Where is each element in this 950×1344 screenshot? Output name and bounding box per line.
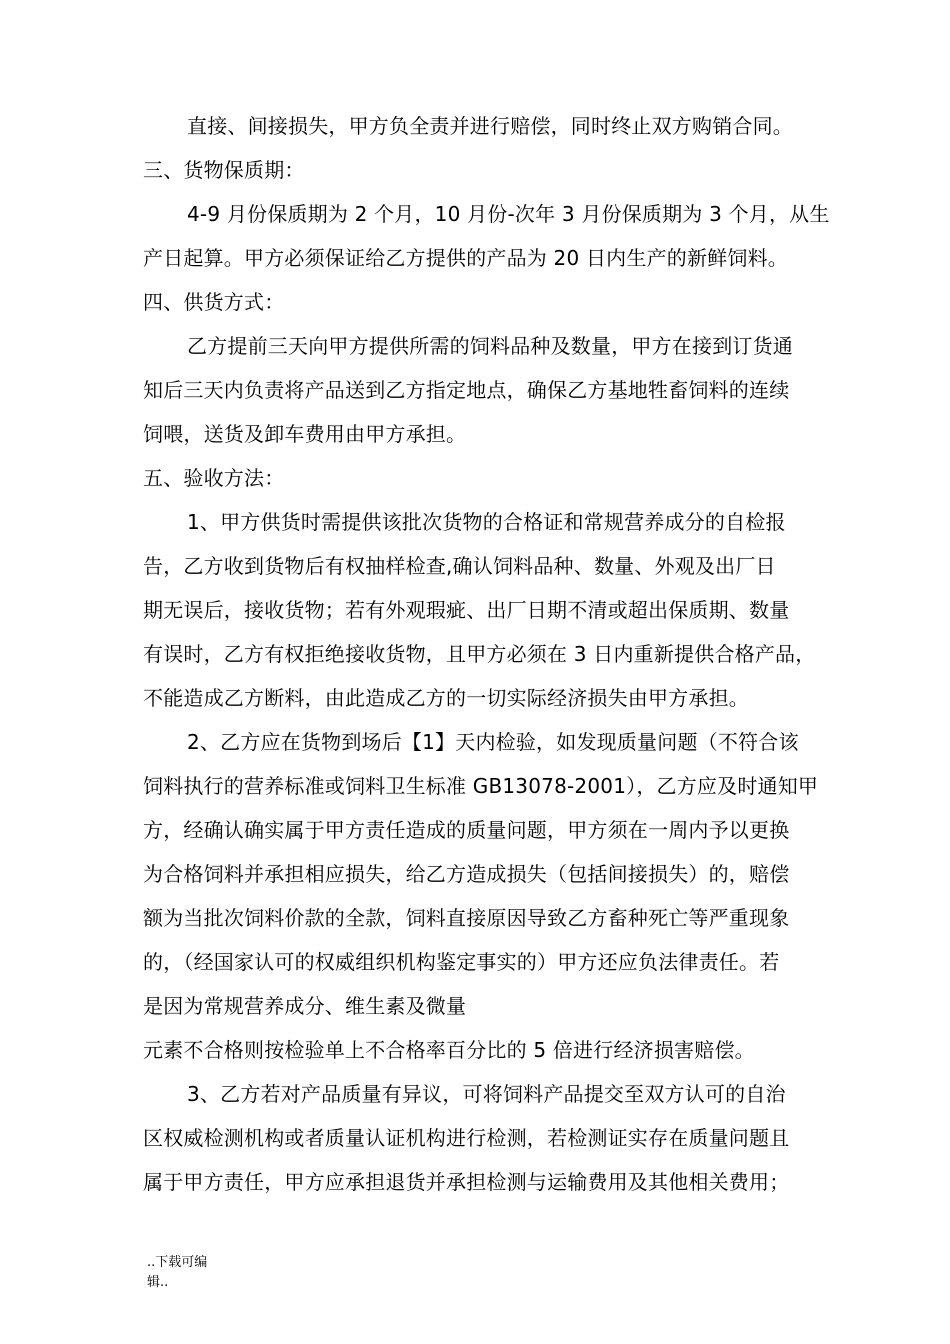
footer-note-line1: ..下载可编: [147, 1255, 208, 1270]
paragraph-line: 1、甲方供货时需提供该批次货物的合格证和常规营养成分的自检报: [187, 510, 786, 534]
paragraph-line: 的，（经国家认可的权威组织机构鉴定事实的）甲方还应负法律责任。若: [143, 950, 780, 974]
paragraph-line: 元素不合格则按检验单上不合格率百分比的 5 倍进行经济损害赔偿。: [143, 1038, 755, 1062]
section-heading-shelf-life: 三、货物保质期：: [143, 158, 305, 182]
paragraph-line: 为合格饲料并承担相应损失，给乙方造成损失（包括间接损失）的，赔偿: [143, 862, 790, 886]
paragraph-line: 4-9 月份保质期为 2 个月，10 月份-次年 3 月份保质期为 3 个月，从生: [187, 202, 830, 226]
paragraph-line: 乙方提前三天向甲方提供所需的饲料品种及数量，甲方在接到订货通: [187, 334, 793, 358]
paragraph-line: 区权威检测机构或者质量认证机构进行检测，若检测证实存在质量问题且: [143, 1126, 790, 1150]
paragraph-line: 额为当批次饲料价款的全款，饲料直接原因导致乙方畜种死亡等严重现象: [143, 906, 790, 930]
paragraph-line: 知后三天内负责将产品送到乙方指定地点，确保乙方基地牲畜饲料的连续: [143, 378, 790, 402]
paragraph-line: 3、乙方若对产品质量有异议，可将饲料产品提交至双方认可的自治: [187, 1082, 786, 1106]
paragraph-line: 期无误后，接收货物；若有外观瑕疵、出厂日期不清或超出保质期、数量: [143, 598, 790, 622]
paragraph-line: 2、乙方应在货物到场后【1】天内检验，如发现质量问题（不符合该: [187, 730, 799, 754]
section-heading-acceptance-method: 五、验收方法：: [143, 466, 285, 490]
paragraph-line: 是因为常规营养成分、维生素及微量: [143, 994, 467, 1018]
paragraph-line: 方，经确认确实属于甲方责任造成的质量问题，甲方须在一周内予以更换: [143, 818, 790, 842]
paragraph-line: 告，乙方收到货物后有权抽样检查,确认饲料品种、数量、外观及出厂日: [143, 554, 776, 578]
paragraph-line: 属于甲方责任，甲方应承担退货并承担检测与运输费用及其他相关费用；: [143, 1170, 790, 1194]
paragraph-line: 直接、间接损失，甲方负全责并进行赔偿，同时终止双方购销合同。: [187, 114, 793, 138]
footer-note-line2: 辑..: [147, 1275, 169, 1290]
paragraph-line: 不能造成乙方断料，由此造成乙方的一切实际经济损失由甲方承担。: [143, 686, 749, 710]
paragraph-line: 饲喂，送货及卸车费用由甲方承担。: [143, 422, 467, 446]
paragraph-line: 饲料执行的营养标准或饲料卫生标准 GB13078-2001），乙方应及时通知甲: [143, 774, 819, 798]
section-heading-supply-method: 四、供货方式：: [143, 290, 285, 314]
paragraph-line: 有误时，乙方有权拒绝接收货物，且甲方必须在 3 日内重新提供合格产品，: [143, 642, 816, 666]
paragraph-line: 产日起算。甲方必须保证给乙方提供的产品为 20 日内生产的新鲜饲料。: [143, 246, 788, 270]
